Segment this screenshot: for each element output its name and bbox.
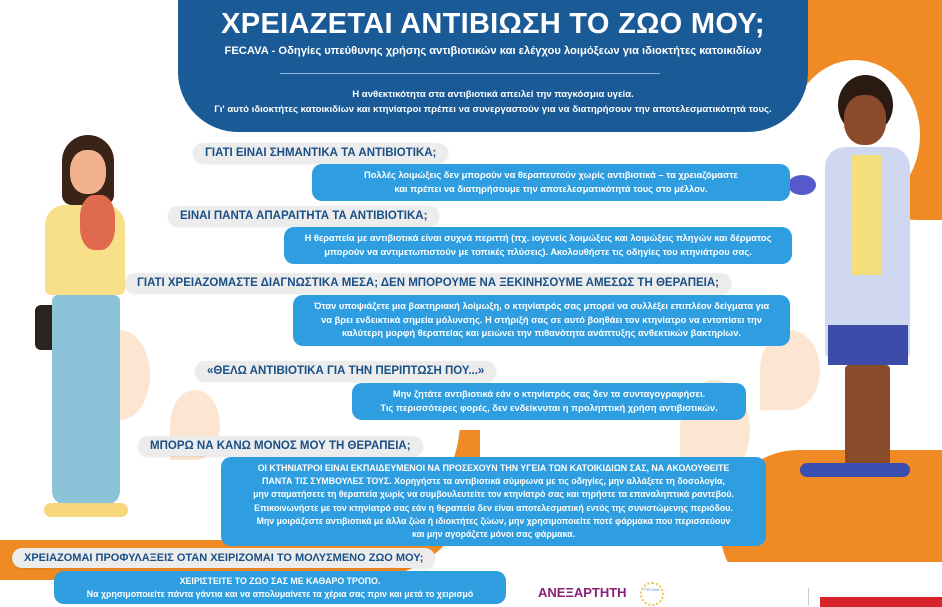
- page-subtitle: FECAVA - Οδηγίες υπεύθυνης χρήσης αντιβιοτικών και ελέγχου λοιμόξεων για ιδιοκτήτες κατοικιδίων: [224, 45, 762, 57]
- answer-line: Να χρησιμοποιείτε πάντα γάντια και να απολυμαίνετε τα χέρια σας πριν και μετά το χειρισμό: [86, 588, 474, 599]
- answer-line: Η θεραπεία με αντιβιοτικά είναι συχνά περιττή (πχ. ιογενείς λοιμώξεις και λοιμώξεις πληγών και δέρματος: [304, 233, 772, 243]
- legs: [845, 365, 890, 465]
- answer-line: Τις περισσότερες φορές, δεν ενδείκνυται η προληπτική χρήση αντιβιοτικών.: [380, 402, 718, 413]
- answer-line: ΠΑΝΤΑ ΤΙΣ ΣΥΜΒΟΥΛΕΣ ΤΟΥΣ. Χορηγήστε τα αντιβιοτικά σύμφωνα με τις οδηγίες, μην αλλάξετε τη δοσολογία,: [262, 476, 725, 487]
- divider: [280, 73, 660, 74]
- question-6: ΧΡΕΙΑΖΟΜΑΙ ΠΡΟΦΥΛΑΞΕΙΣ ΟΤΑΝ ΧΕΙΡΙΖΟΜΑΙ ΤΟ ΜΟΛΥΣΜΕΝΟ ΖΩΟ ΜΟΥ;: [12, 548, 435, 568]
- answer-6: [54, 571, 506, 604]
- independent-logo-text: ΑΝΕΞΑΡΤΗΤΗ: [538, 585, 627, 600]
- answer-5: [221, 457, 766, 546]
- answer-line: ΟΙ ΚΤΗΝΙΑΤΡΟΙ ΕΙΝΑΙ ΕΚΠΑΙΔΕΥΜΕΝΟΙ ΝΑ ΠΡΟΣΕΧΟΥΝ ΤΗΝ ΥΓΕΙΑ ΤΩΝ ΚΑΤΟΙΚΙΔΙΩΝ ΣΑΣ, ΝΑ ΑΚΟΛΟΥΘΕΙΤΕ: [257, 463, 730, 473]
- fecava-badge-text: FECAVA: [644, 587, 660, 592]
- answer-line: Όταν υποψιάζετε μια βακτηριακή λοίμωξη, ο κτηνίατρός σας μπορεί να συλλέξει επιπλέον δείγματα για: [313, 301, 770, 311]
- answer-line: μπορούν να αντιμετωπιστούν με τοπικές πλύσεις). Ακολουθήστε τις οδηγίες του κτηνιάτρου σας.: [324, 246, 752, 257]
- page-title: ΧΡΕΙΑΖΕΤΑΙ ΑΝΤΙΒΙΩΣΗ ΤΟ ΖΩΟ ΜΟΥ;: [221, 8, 765, 40]
- shirt: [852, 155, 882, 275]
- red-brand-logo: [820, 597, 942, 607]
- answer-line: Επικοινωνήστε με τον κτηνίατρό σας εάν η θεραπεία δεν είναι αποτελεσματική εντός της συνιστώμενης περιόδου.: [254, 502, 733, 513]
- question-1: ΓΙΑΤΙ ΕΙΝΑΙ ΣΗΜΑΝΤΙΚΑ ΤΑ ΑΝΤΙΒΙΟΤΙΚΑ;: [193, 143, 448, 163]
- intro-line: Η ανθεκτικότητα στα αντιβιοτικά απειλεί την παγκόσμια υγεία.: [352, 89, 634, 100]
- skirt: [828, 325, 908, 365]
- logo-divider: [808, 588, 809, 606]
- fecava-logo: [640, 582, 664, 606]
- intro-text: [178, 87, 808, 117]
- answer-2: [284, 227, 792, 264]
- answer-line: ΧΕΙΡΙΣΤΕΙΤΕ ΤΟ ΖΩΟ ΣΑΣ ΜΕ ΚΑΘΑΡΟ ΤΡΟΠΟ.: [179, 576, 381, 586]
- question-3: ΓΙΑΤΙ ΧΡΕΙΑΖΟΜΑΣΤΕ ΔΙΑΓΝΩΣΤΙΚΑ ΜΕΣΑ; ΔΕΝ ΜΠΟΡΟΥΜΕ ΝΑ ΞΕΚΙΝΗΣΟΥΜΕ ΑΜΕΣΩΣ ΤΗ ΘΕΡΑΠΕΙΑ;: [125, 273, 731, 293]
- pet-owner-illustration: [30, 135, 140, 525]
- intro-line: Γι' αυτό ιδιοκτήτες κατοικιδίων και κτηνίατροι πρέπει να συνεργαστούν για να διατηρήσουν την αποτελεσματικότητά τους.: [214, 104, 772, 115]
- answer-line: Μην ζητάτε αντιβιοτικά εάν ο κτηνίατρός σας δεν τα συνταγογραφήσει.: [392, 389, 706, 399]
- face: [70, 150, 106, 194]
- answer-line: Πολλές λοιμώξεις δεν μπορούν να θεραπευτούν χωρίς αντιβιοτικά – τα χρειαζόμαστε: [364, 170, 738, 180]
- shoes: [44, 503, 128, 517]
- answer-line: Μην μοιράζεστε αντιβιοτικά με άλλα ζώα ή ιδιοκτήτες ζώων, μην χρησιμοποιείτε ποτέ φάρμακα που περισσεύουν: [256, 515, 731, 526]
- answer-line: μην σταματήσετε τη θεραπεία χωρίς να συμβουλευτείτε τον κτηνίατρό σας και τηρήστε τα επαναληπτικά ραντεβού.: [253, 489, 734, 500]
- answer-line: και μην αγοράζετε μόνοι σας φάρμακα.: [411, 529, 576, 540]
- answer-line: να βρει ενδεικτικά σημεία μόλυνσης. Η στήριξή σας σε αυτό βοηθάει τον κτηνίατρο να εντοπίσει την: [321, 314, 762, 325]
- veterinarian-illustration: [800, 75, 930, 485]
- face: [844, 95, 886, 145]
- pet-cat: [80, 195, 115, 250]
- question-5: ΜΠΟΡΩ ΝΑ ΚΑΝΩ ΜΟΝΟΣ ΜΟΥ ΤΗ ΘΕΡΑΠΕΙΑ;: [138, 436, 423, 456]
- shoes: [800, 463, 910, 477]
- question-2: ΕΙΝΑΙ ΠΑΝΤΑ ΑΠΑΡΑΙΤΗΤΑ ΤΑ ΑΝΤΙΒΙΟΤΙΚΑ;: [168, 206, 439, 226]
- trousers: [52, 295, 120, 505]
- answer-1: [312, 164, 790, 201]
- answer-3: [293, 295, 790, 346]
- question-4: «ΘΕΛΩ ΑΝΤΙΒΙΟΤΙΚΑ ΓΙΑ ΤΗΝ ΠΕΡΙΠΤΩΣΗ ΠΟΥ...»: [195, 361, 496, 381]
- answer-4: [352, 383, 746, 420]
- answer-line: καλύτερη μορφή θεραπείας και μειώνει την πιθανότητα ανάπτυξης ανθεκτικών βακτηρίων.: [341, 328, 742, 338]
- answer-line: και πρέπει να διατηρήσουμε την αποτελεσματικότητά τους στο μέλλον.: [394, 183, 708, 194]
- glove: [788, 175, 816, 195]
